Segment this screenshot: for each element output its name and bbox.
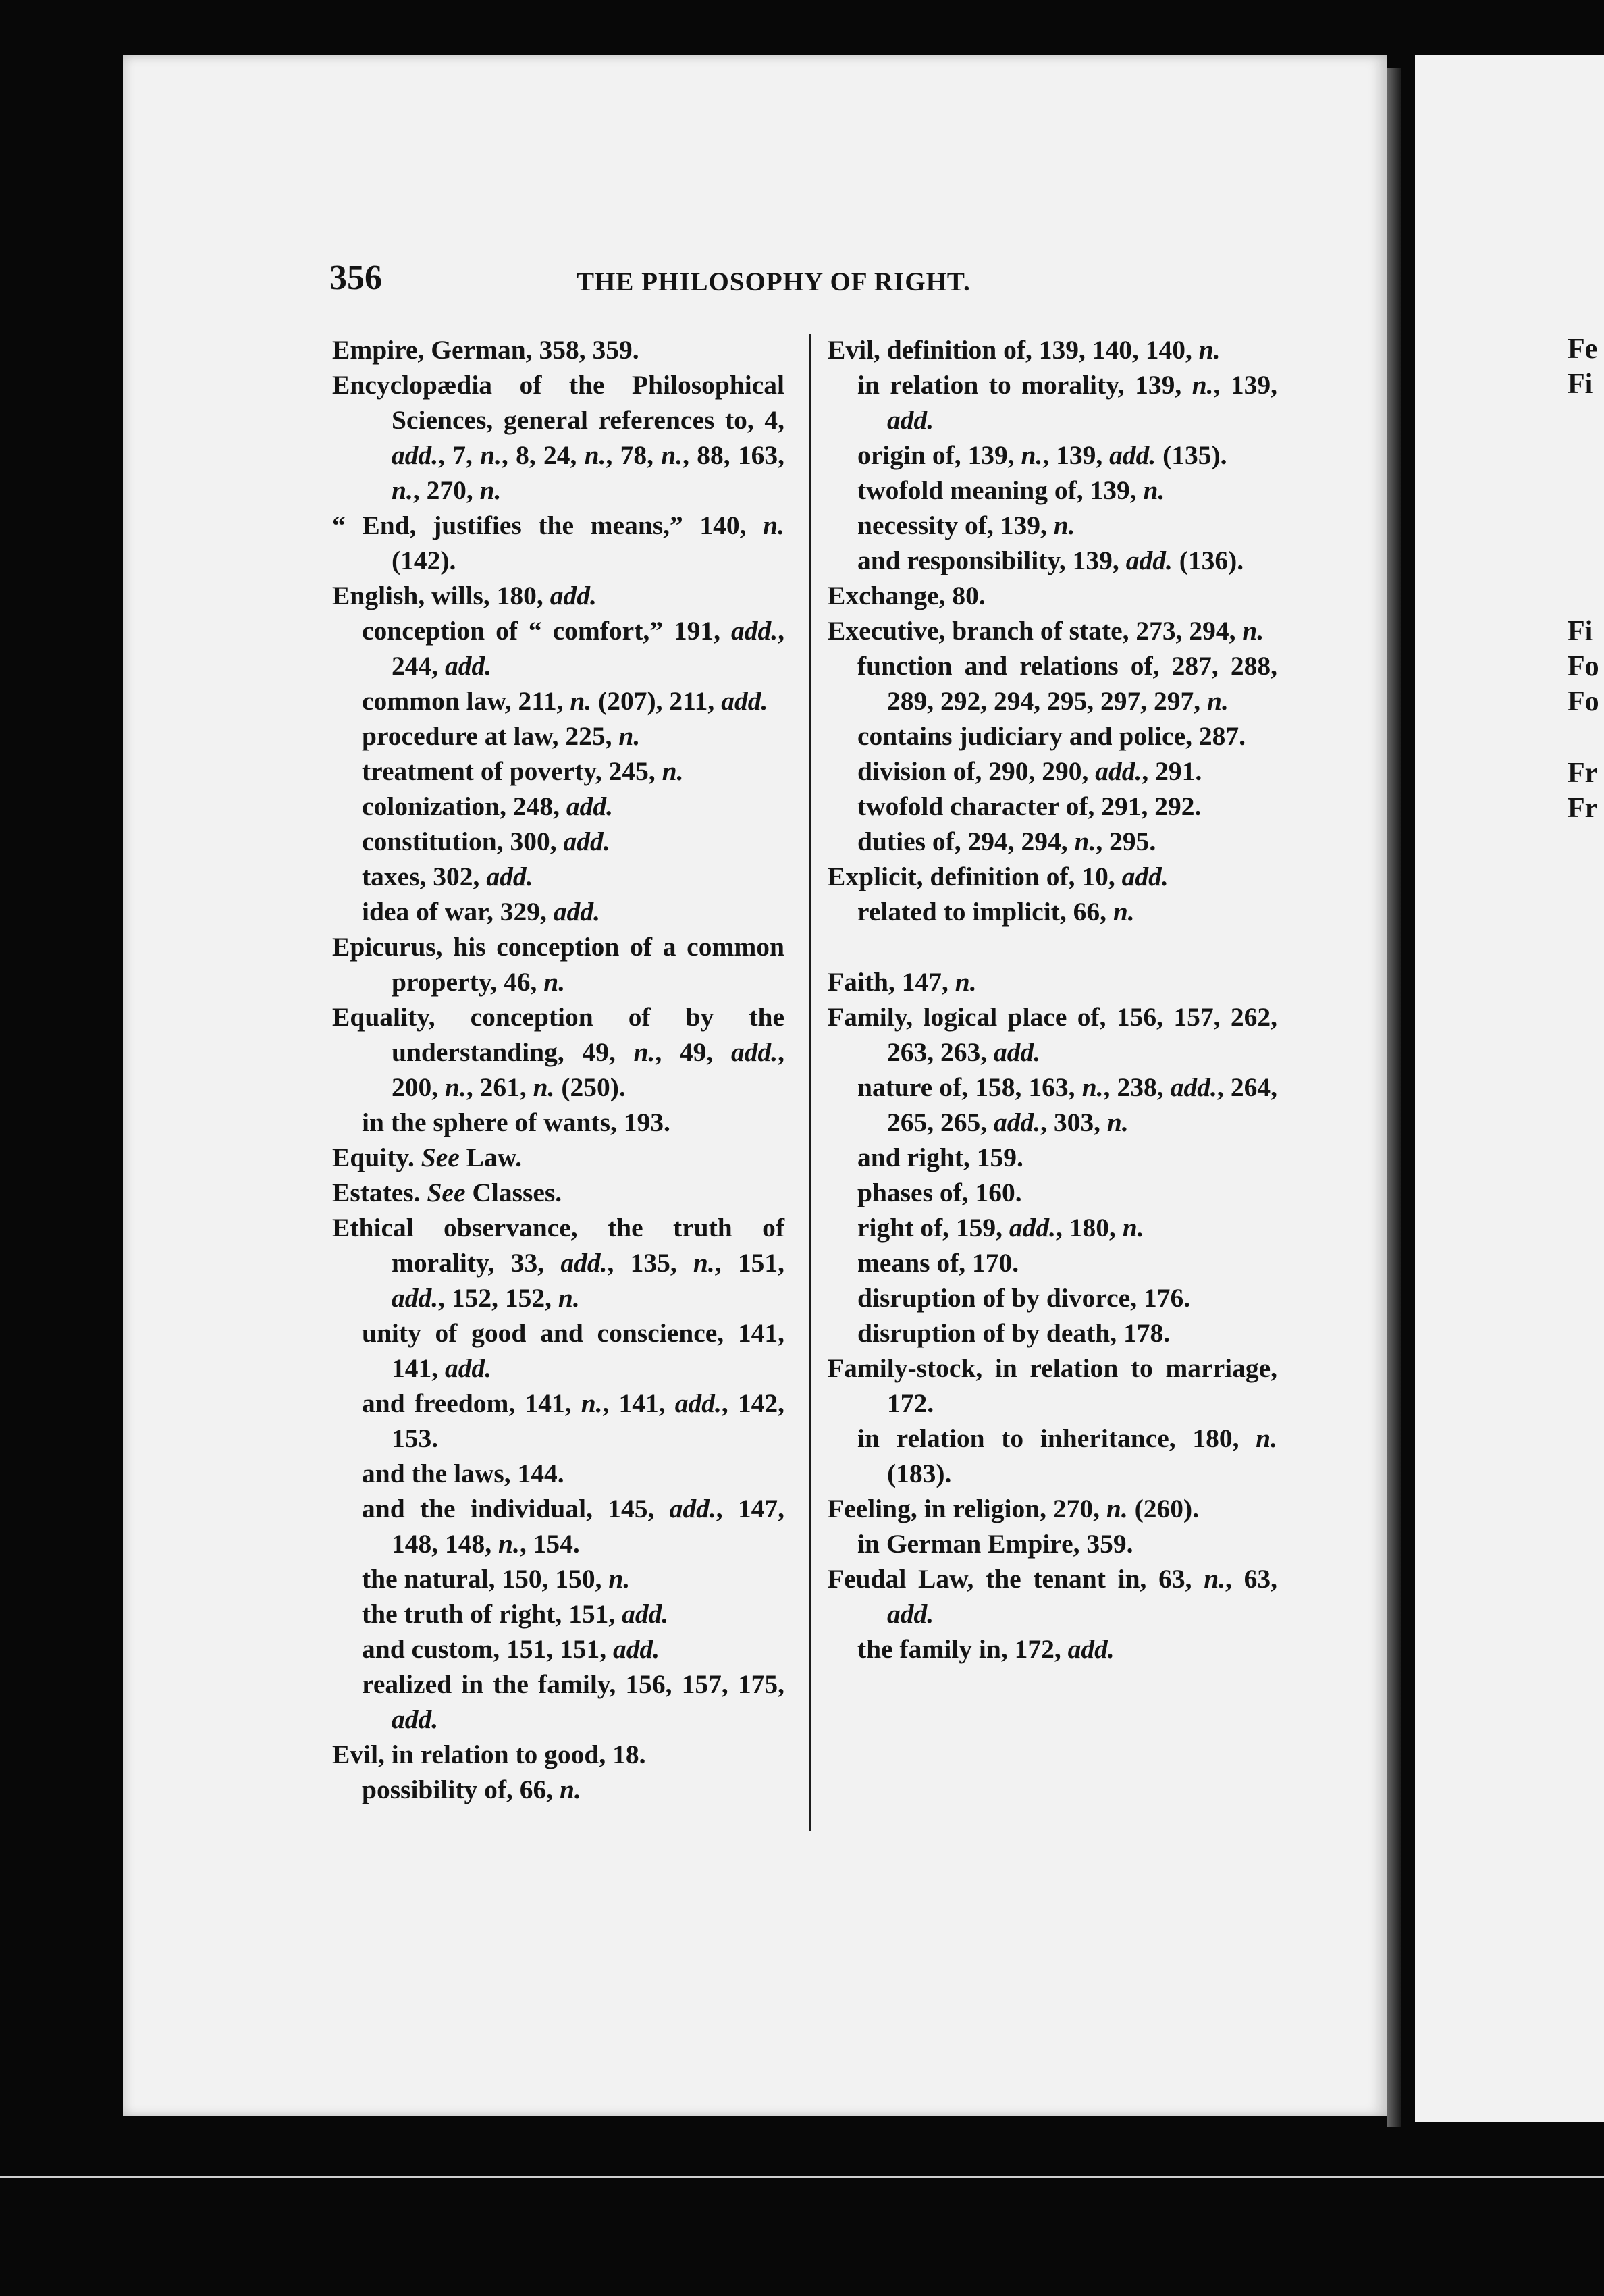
index-entry: Feeling, in religion, 270, n. (260). bbox=[828, 1494, 1200, 1523]
index-subentry: the natural, 150, 150, n. bbox=[362, 1564, 631, 1594]
index-subentry: in German Empire, 359. bbox=[857, 1529, 1133, 1559]
page-gutter-edge bbox=[1387, 68, 1401, 2127]
index-subentry: means of, 170. bbox=[857, 1248, 1019, 1278]
index-subentry: and custom, 151, 151, add. bbox=[362, 1634, 660, 1664]
index-subentry: in relation to morality, 139, n., 139, add. bbox=[857, 370, 1277, 435]
index-entry: Exchange, 80. bbox=[828, 581, 986, 610]
running-head: THE PHILOSOPHY OF RIGHT. bbox=[577, 267, 971, 296]
index-subentry: and responsibility, 139, add. (136). bbox=[857, 546, 1244, 575]
index-entry: Epicurus, his conception of a common property, 46, n. bbox=[332, 932, 784, 997]
index-subentry: related to implicit, 66, n. bbox=[857, 897, 1135, 927]
index-subentry: treatment of poverty, 245, n. bbox=[362, 756, 684, 786]
index-subentry: function and relations of, 287, 288, 289, 292, 294, 295, 297, 297, n. bbox=[857, 651, 1277, 716]
index-subentry: in the sphere of wants, 193. bbox=[362, 1107, 670, 1137]
index-subentry: duties of, 294, 294, n., 295. bbox=[857, 827, 1156, 856]
scan-edge-line bbox=[0, 2176, 1604, 2178]
facing-page-text: Fi bbox=[1568, 616, 1593, 647]
index-subentry: disruption of by divorce, 176. bbox=[857, 1283, 1191, 1313]
index-entry: “ End, justifies the means,” 140, n. (142). bbox=[332, 511, 784, 575]
index-subentry: in relation to inheritance, 180, n. (183). bbox=[857, 1424, 1277, 1488]
index-subentry: right of, 159, add., 180, n. bbox=[857, 1213, 1144, 1243]
index-subentry: necessity of, 139, n. bbox=[857, 511, 1075, 540]
page-number: 356 bbox=[329, 259, 382, 297]
index-subentry: contains judiciary and police, 287. bbox=[857, 721, 1246, 751]
index-subentry: unity of good and conscience, 141, 141, add. bbox=[362, 1318, 784, 1383]
index-entry: Equity. See Law. bbox=[332, 1143, 522, 1172]
index-column-right bbox=[828, 332, 1277, 1667]
index-subentry: idea of war, 329, add. bbox=[362, 897, 600, 927]
index-entry: Equality, conception of by the understanding, 49, n., 49, add., 200, n., 261, n. (250). bbox=[332, 1002, 784, 1102]
index-entry: Encyclopædia of the Philosophical Sciences, general references to, 4, add., 7, n., 8, 24, n., 78, n., 88, 163, n., 270, n. bbox=[332, 370, 785, 505]
index-subentry: disruption of by death, 178. bbox=[857, 1318, 1171, 1348]
index-entry: Executive, branch of state, 273, 294, n. bbox=[828, 616, 1264, 646]
facing-page-text: Fe bbox=[1568, 334, 1598, 365]
index-subentry: colonization, 248, add. bbox=[362, 791, 613, 821]
index-subentry: division of, 290, 290, add., 291. bbox=[857, 756, 1202, 786]
index-subentry: nature of, 158, 163, n., 238, add., 264, 265, 265, add., 303, n. bbox=[857, 1072, 1278, 1137]
index-entry: Ethical observance, the truth of morality, 33, add., 135, n., 151, add., 152, 152, n. bbox=[332, 1213, 784, 1313]
index-entry: Faith, 147, n. bbox=[828, 967, 977, 997]
index-subentry: taxes, 302, add. bbox=[362, 862, 533, 891]
index-entry: Estates. See Classes. bbox=[332, 1178, 562, 1207]
index-subentry: possibility of, 66, n. bbox=[362, 1775, 581, 1804]
facing-page-text: Fo bbox=[1568, 686, 1599, 717]
facing-page-fragment bbox=[1415, 55, 1604, 2122]
index-entry: Family, logical place of, 156, 157, 262, 263, 263, add. bbox=[828, 1002, 1277, 1067]
index-subentry: and right, 159. bbox=[857, 1143, 1023, 1172]
index-entry: Feudal Law, the tenant in, 63, n., 63, add. bbox=[828, 1564, 1277, 1629]
index-subentry: phases of, 160. bbox=[857, 1178, 1022, 1207]
facing-page-text: Fr bbox=[1568, 793, 1598, 824]
index-subentry: the family in, 172, add. bbox=[857, 1634, 1115, 1664]
index-subentry: the truth of right, 151, add. bbox=[362, 1599, 669, 1629]
index-subentry: origin of, 139, n., 139, add. (135). bbox=[857, 440, 1227, 470]
index-column-left bbox=[332, 332, 784, 1807]
index-subentry: and the individual, 145, add., 147, 148, 148, n., 154. bbox=[362, 1494, 785, 1559]
facing-page-text: Fr bbox=[1568, 758, 1598, 789]
index-entry: Empire, German, 358, 359. bbox=[332, 335, 639, 365]
facing-page-text: Fo bbox=[1568, 651, 1599, 682]
index-entry: Explicit, definition of, 10, add. bbox=[828, 862, 1169, 891]
index-subentry: conception of “ comfort,” 191, add., 244, add. bbox=[362, 616, 784, 681]
index-subentry: common law, 211, n. (207), 211, add. bbox=[362, 686, 768, 716]
index-subentry: constitution, 300, add. bbox=[362, 827, 610, 856]
index-subentry: and freedom, 141, n., 141, add., 142, 153. bbox=[362, 1388, 785, 1453]
index-subentry: twofold character of, 291, 292. bbox=[857, 791, 1202, 821]
column-divider bbox=[809, 334, 811, 1831]
facing-page-text: Fi bbox=[1568, 369, 1593, 400]
index-entry: Evil, definition of, 139, 140, 140, n. bbox=[828, 335, 1221, 365]
index-subentry: twofold meaning of, 139, n. bbox=[857, 475, 1165, 505]
index-entry: Family-stock, in relation to marriage, 172. bbox=[828, 1353, 1277, 1418]
index-subentry: and the laws, 144. bbox=[362, 1459, 564, 1488]
index-entry: Evil, in relation to good, 18. bbox=[332, 1740, 646, 1769]
index-subentry: procedure at law, 225, n. bbox=[362, 721, 641, 751]
index-entry: English, wills, 180, add. bbox=[332, 581, 597, 610]
index-subentry: realized in the family, 156, 157, 175, add. bbox=[362, 1669, 784, 1734]
